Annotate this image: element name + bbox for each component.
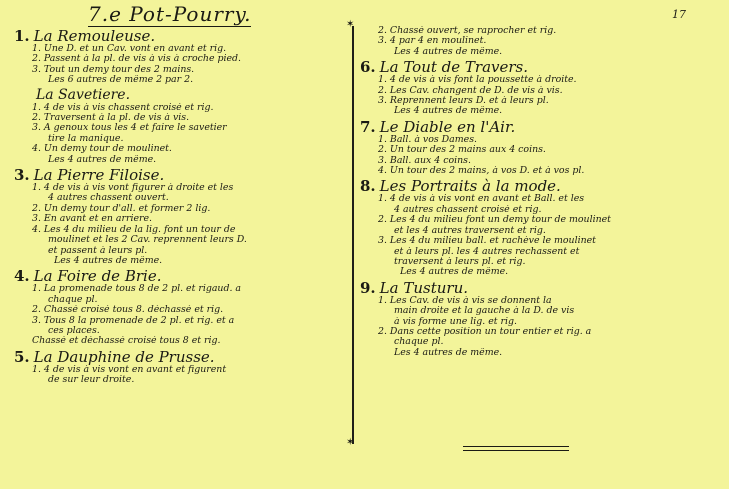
- instruction-line: 2. Passent à la pl. de vis à vis à croche pied.: [32, 54, 242, 65]
- instruction-line: chaque pl.: [394, 337, 444, 348]
- section-title: La Pierre Filoise.: [33, 166, 165, 185]
- instruction-line: Les 4 autres de même.: [48, 154, 157, 165]
- instruction-line: 1. 4 de vis à vis vont en avant et Ball. et les: [378, 194, 585, 205]
- instruction-line: chaque pl.: [48, 294, 98, 305]
- instruction-line: de sur leur droite.: [48, 375, 135, 386]
- instruction-line: 4 autres chassent ouvert.: [48, 193, 169, 204]
- instruction-line: 2. Les Cav. changent de D. de vis à vis.: [378, 85, 563, 96]
- section-title: La Remouleuse.: [33, 27, 156, 45]
- instruction-line: Les 6 autres de même 2 par 2.: [48, 75, 194, 86]
- instruction-line: traversent à leurs pl. et rig.: [394, 256, 526, 267]
- section-title: Le Diable en l'Air.: [379, 117, 516, 136]
- section-number: 7.: [360, 117, 376, 136]
- instruction-line: 3. Tous 8 la promenade de 2 pl. et rig. et a: [32, 315, 235, 326]
- page-number: 17: [672, 8, 686, 21]
- instruction-line: Les 4 autres de même.: [394, 106, 503, 117]
- divider-star-icon: ✶: [346, 19, 355, 30]
- instruction-line: 4. Un tour des 2 mains, à vos D. et à vos pl.: [378, 166, 585, 177]
- section-heading: [14, 28, 346, 44]
- section-title: La Foire de Brie.: [33, 267, 162, 286]
- section-heading: [360, 59, 715, 75]
- instruction-line: Chassé et déchassé croisé tous 8 et rig.: [32, 336, 221, 347]
- instruction-line: 2. Les 4 du milieu font un demy tour de moulinet: [378, 215, 611, 226]
- instruction-line: Les 4 autres de même.: [394, 347, 503, 358]
- section-title: La Tout de Travers.: [379, 58, 529, 77]
- instruction-line: main droite et la gauche à la D. de vis: [394, 306, 575, 317]
- instruction-line: 3. A genoux tous les 4 et faire le savetier: [32, 123, 227, 134]
- page-title: 7.e Pot-Pourry.: [88, 2, 252, 26]
- section-number: 4.: [14, 267, 30, 286]
- instruction-line: 1. 4 de vis à vis chassent croisé et rig.: [32, 102, 214, 113]
- section-heading: [14, 268, 346, 284]
- instruction-line: 3. Tout un demy tour des 2 mains.: [32, 64, 195, 75]
- instruction-line: et à leurs pl. les 4 autres rechassent et: [394, 246, 580, 257]
- instruction-line: Les 4 autres de même.: [54, 255, 163, 266]
- instruction-line: 1. Les Cav. de vis à vis se donnent la: [378, 295, 552, 306]
- instruction-line: et passent à leurs pl.: [48, 245, 148, 256]
- section-heading: [360, 280, 715, 296]
- section-number: 8.: [360, 177, 376, 196]
- instruction-line: 2. Un tour des 2 mains aux 4 coins.: [378, 145, 546, 156]
- instruction-line: 1. 4 de vis à vis font la poussette à droite.: [378, 75, 577, 86]
- instruction-line: à vis forme une lig. et rig.: [394, 316, 517, 327]
- instruction-line: Les 4 autres de même.: [394, 46, 503, 57]
- instruction-line: 3. Ball. aux 4 coins.: [378, 155, 471, 166]
- instruction-line: 1. Une D. et un Cav. vont en avant et rig.: [32, 44, 227, 54]
- instruction-line: 3. En avant et en arriere.: [32, 214, 153, 225]
- divider-star-icon: ✶: [346, 437, 355, 448]
- instruction-line: 3. Reprennent leurs D. et à leurs pl.: [378, 96, 549, 107]
- instruction-line: 2. Chassé croisé tous 8. déchassé et rig.: [32, 305, 224, 316]
- instruction-line: tire la manique.: [48, 133, 124, 144]
- section-number: 1.: [14, 27, 30, 45]
- section-heading: [14, 349, 346, 365]
- instruction-line: et les 4 autres traversent et rig.: [394, 225, 546, 236]
- section-number: 6.: [360, 58, 376, 77]
- section-number: 9.: [360, 278, 376, 297]
- section-heading: [360, 178, 715, 194]
- section-heading: [360, 119, 715, 135]
- instruction-line: 1. 4 de vis à vis vont figurer à droite et les: [32, 183, 234, 194]
- instruction-line: 3. 4 par 4 en moulinet.: [378, 36, 487, 47]
- instruction-line: 4 autres chassent croisé et rig.: [394, 204, 542, 215]
- section-title: Les Portraits à la mode.: [379, 177, 561, 196]
- section-title: La Tusturu.: [379, 278, 468, 297]
- section-number: 5.: [14, 347, 30, 366]
- instruction-line: 2. Traversent à la pl. de vis à vis.: [32, 113, 190, 124]
- instruction-line: 3. Les 4 du milieu ball. et rachève le moulinet: [378, 236, 596, 247]
- instruction-line: 4. Un demy tour de moulinet.: [32, 144, 172, 155]
- instruction-line: 1. 4 de vis à vis vont en avant et figurent: [32, 364, 227, 375]
- instruction-line: 1. Ball. à vos Dames.: [378, 134, 477, 145]
- instruction-line: ces places.: [48, 325, 100, 336]
- subsection-heading: La Savetiere.: [36, 86, 131, 103]
- end-rule: [463, 446, 569, 451]
- section-number: 3.: [14, 166, 30, 185]
- section-heading: [14, 167, 346, 183]
- section-title: La Dauphine de Prusse.: [33, 347, 215, 366]
- instruction-line: 2. Chassé ouvert, se raprocher et rig.: [378, 26, 557, 36]
- left-column: [14, 26, 346, 386]
- instruction-line: 1. La promenade tous 8 de 2 pl. et rigaud. a: [32, 284, 242, 295]
- instruction-line: 2. Dans cette position un tour entier et rig. a: [378, 326, 592, 337]
- right-column: [360, 26, 715, 358]
- instruction-line: moulinet et les 2 Cav. reprennent leurs D.: [48, 235, 247, 246]
- instruction-line: 2. Un demy tour d'all. et former 2 lig.: [32, 203, 211, 214]
- column-divider: [352, 26, 354, 444]
- instruction-line: 4. Les 4 du milieu de la lig. font un tour de: [32, 224, 236, 235]
- instruction-line: Les 4 autres de même.: [400, 267, 509, 278]
